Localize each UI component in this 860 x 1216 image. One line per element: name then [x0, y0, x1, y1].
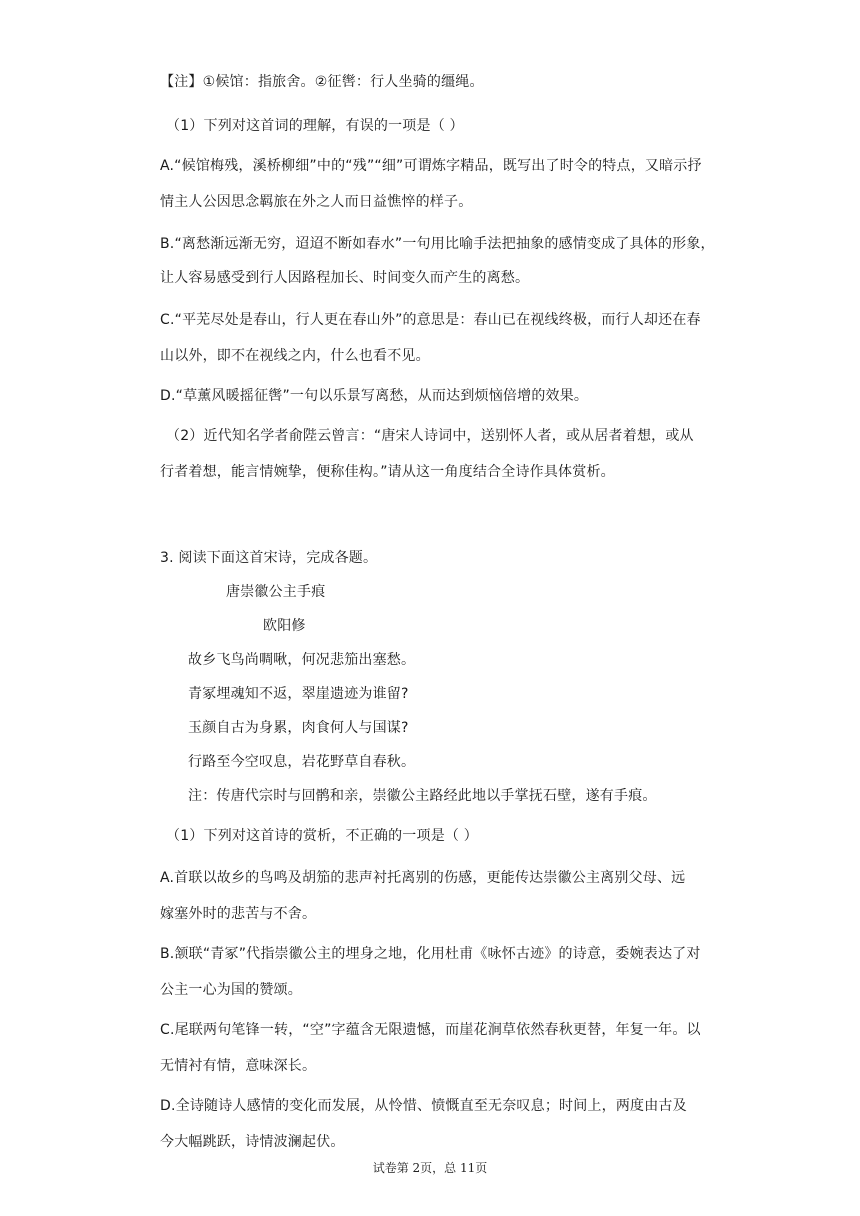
q2-option-c-line2: 山以外，即不在视线之内，什么也看不见。 [160, 348, 430, 364]
poem-line-3: 玉颜自古为身累，肉食何人与国谋? [188, 720, 409, 736]
q2-option-b-line2: 让人容易感受到行人因路程加长、时间变久而产生的离愁。 [160, 270, 530, 286]
q3-option-b-line2: 公主一心为国的赞颂。 [160, 982, 302, 998]
q2-option-a-line1: A.“候馆梅残，溪桥柳细”中的“残”“细”可谓炼字精品，既写出了时令的特点，又暗示抒 [160, 158, 702, 174]
q3-option-a-line1: A.首联以故乡的鸟鸣及胡笳的悲声衬托离别的伤感，更能传达崇徽公主离别父母、远 [160, 870, 686, 886]
note-text: 【注】①候馆：指旅舍。②征辔：行人坐骑的缰绳。 [160, 74, 484, 90]
q2-sub2-line1: （2）近代知名学者俞陛云曾言：“唐宋人诗词中，送别怀人者，或从居者着想，或从 [166, 428, 694, 444]
q2-sub2-line2: 行者着想，能言情婉挚，便称佳构。”请从这一角度结合全诗作具体赏析。 [160, 464, 615, 480]
poem-line-2: 青冢埋魂知不返，翠崖遗迹为谁留? [188, 686, 409, 702]
q2-option-d-line1: D.“草薰风暖摇征辔”一句以乐景写离愁，从而达到烦恼倍增的效果。 [160, 388, 589, 404]
poem-author: 欧阳修 [263, 618, 306, 634]
q3-option-a-line2: 嫁塞外时的悲苦与不舍。 [160, 906, 317, 922]
q3-option-c-line2: 无情衬有情，意味深长。 [160, 1058, 317, 1074]
q3-option-d-line1: D.全诗随诗人感情的变化而发展，从怜惜、愤慨直至无奈叹息；时间上，两度由古及 [160, 1098, 687, 1114]
q3-option-b-line1: B.颔联“青冢”代指崇徽公主的埋身之地，化用杜甫《咏怀古迹》的诗意，委婉表达了对 [160, 946, 701, 962]
q2-option-b-line1: B.“离愁渐远渐无穷，迢迢不断如春水”一句用比喻手法把抽象的感情变成了具体的形象， [160, 236, 715, 252]
q3-option-d-line2: 今大幅跳跃，诗情波澜起伏。 [160, 1134, 345, 1150]
poem-line-1: 故乡飞鸟尚啁啾，何况悲笳出塞愁。 [188, 652, 416, 668]
q2-option-a-line2: 情主人公因思念羁旅在外之人而日益憔悴的样子。 [160, 194, 473, 210]
q2-sub1-stem: （1）下列对这首词的理解，有误的一项是（ ） [166, 118, 464, 134]
q2-option-c-line1: C.“平芜尽处是春山，行人更在春山外”的意思是：春山已在视线终极，而行人却还在春 [160, 312, 701, 328]
q3-stem: 3. 阅读下面这首宋诗，完成各题。 [160, 550, 378, 566]
poem-note: 注：传唐代宗时与回鹘和亲，崇徽公主路经此地以手掌抚石壁，遂有手痕。 [188, 788, 657, 804]
q3-option-c-line1: C.尾联两句笔锋一转，“空”字蕴含无限遗憾，而崖花涧草依然春秋更替，年复一年。以 [160, 1022, 701, 1038]
poem-title: 唐崇徽公主手痕 [226, 584, 326, 600]
q3-sub1-stem: （1）下列对这首诗的赏析，不正确的一项是（ ） [166, 828, 478, 844]
page-footer: 试卷第 2页，总 11页 [372, 1161, 488, 1175]
poem-line-4: 行路至今空叹息，岩花野草自春秋。 [188, 754, 416, 770]
